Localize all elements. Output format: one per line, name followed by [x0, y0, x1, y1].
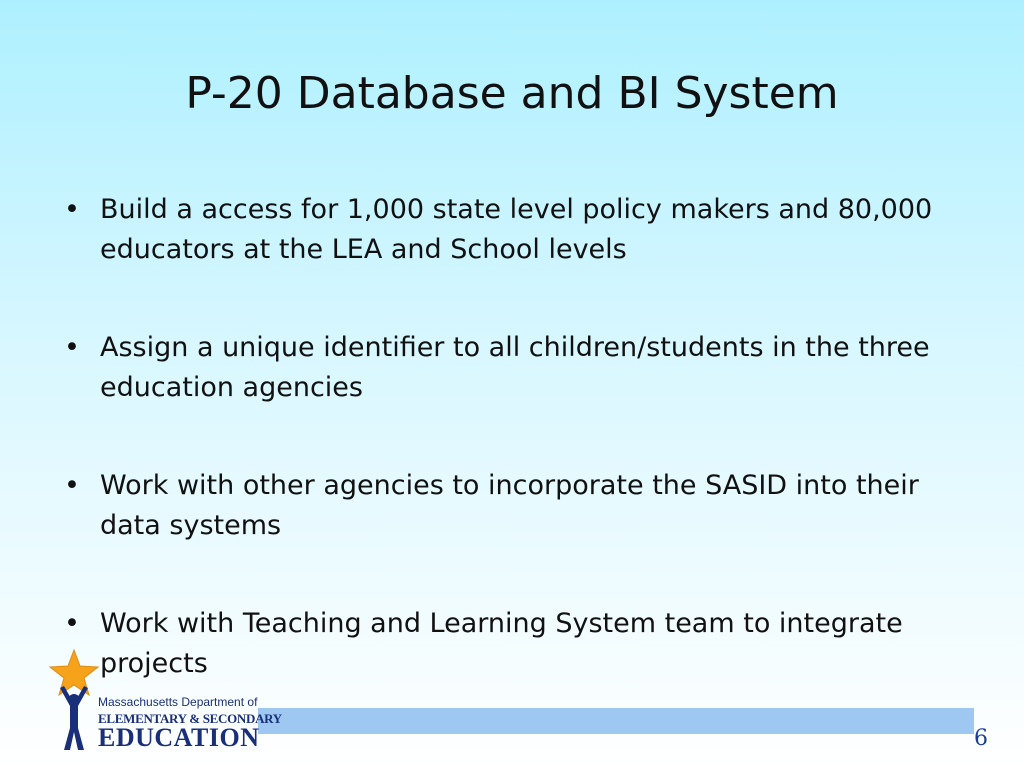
footer-bar [258, 708, 974, 734]
bullet-dot-icon: • [64, 332, 80, 363]
bullet-text: Build a access for 1,000 state level policy makers and 80,000 educators at the LEA and School levels [100, 194, 933, 265]
slide-title: P-20 Database and BI System [185, 68, 839, 119]
dese-logo [46, 648, 282, 753]
bullet-text: Work with Teaching and Learning System team to integrate projects [100, 608, 903, 679]
bullet-text: Work with other agencies to incorporate the SASID into their data systems [100, 470, 919, 541]
bullet-item [60, 328, 960, 408]
star-figure-icon [46, 648, 102, 753]
bullet-dot-icon: • [64, 194, 80, 225]
bullet-dot-icon: • [64, 470, 80, 501]
bullet-text: Assign a unique identifier to all children/students in the three education agencies [100, 332, 930, 403]
page-number: 6 [974, 726, 988, 751]
logo-line1: Massachusetts Department of [98, 695, 258, 709]
logo-line2: ELEMENTARY & SECONDARY [98, 711, 282, 726]
logo-line3: EDUCATION [98, 723, 260, 752]
bullet-item [60, 466, 960, 546]
bullet-dot-icon: • [64, 608, 80, 639]
bullet-item [60, 190, 960, 270]
